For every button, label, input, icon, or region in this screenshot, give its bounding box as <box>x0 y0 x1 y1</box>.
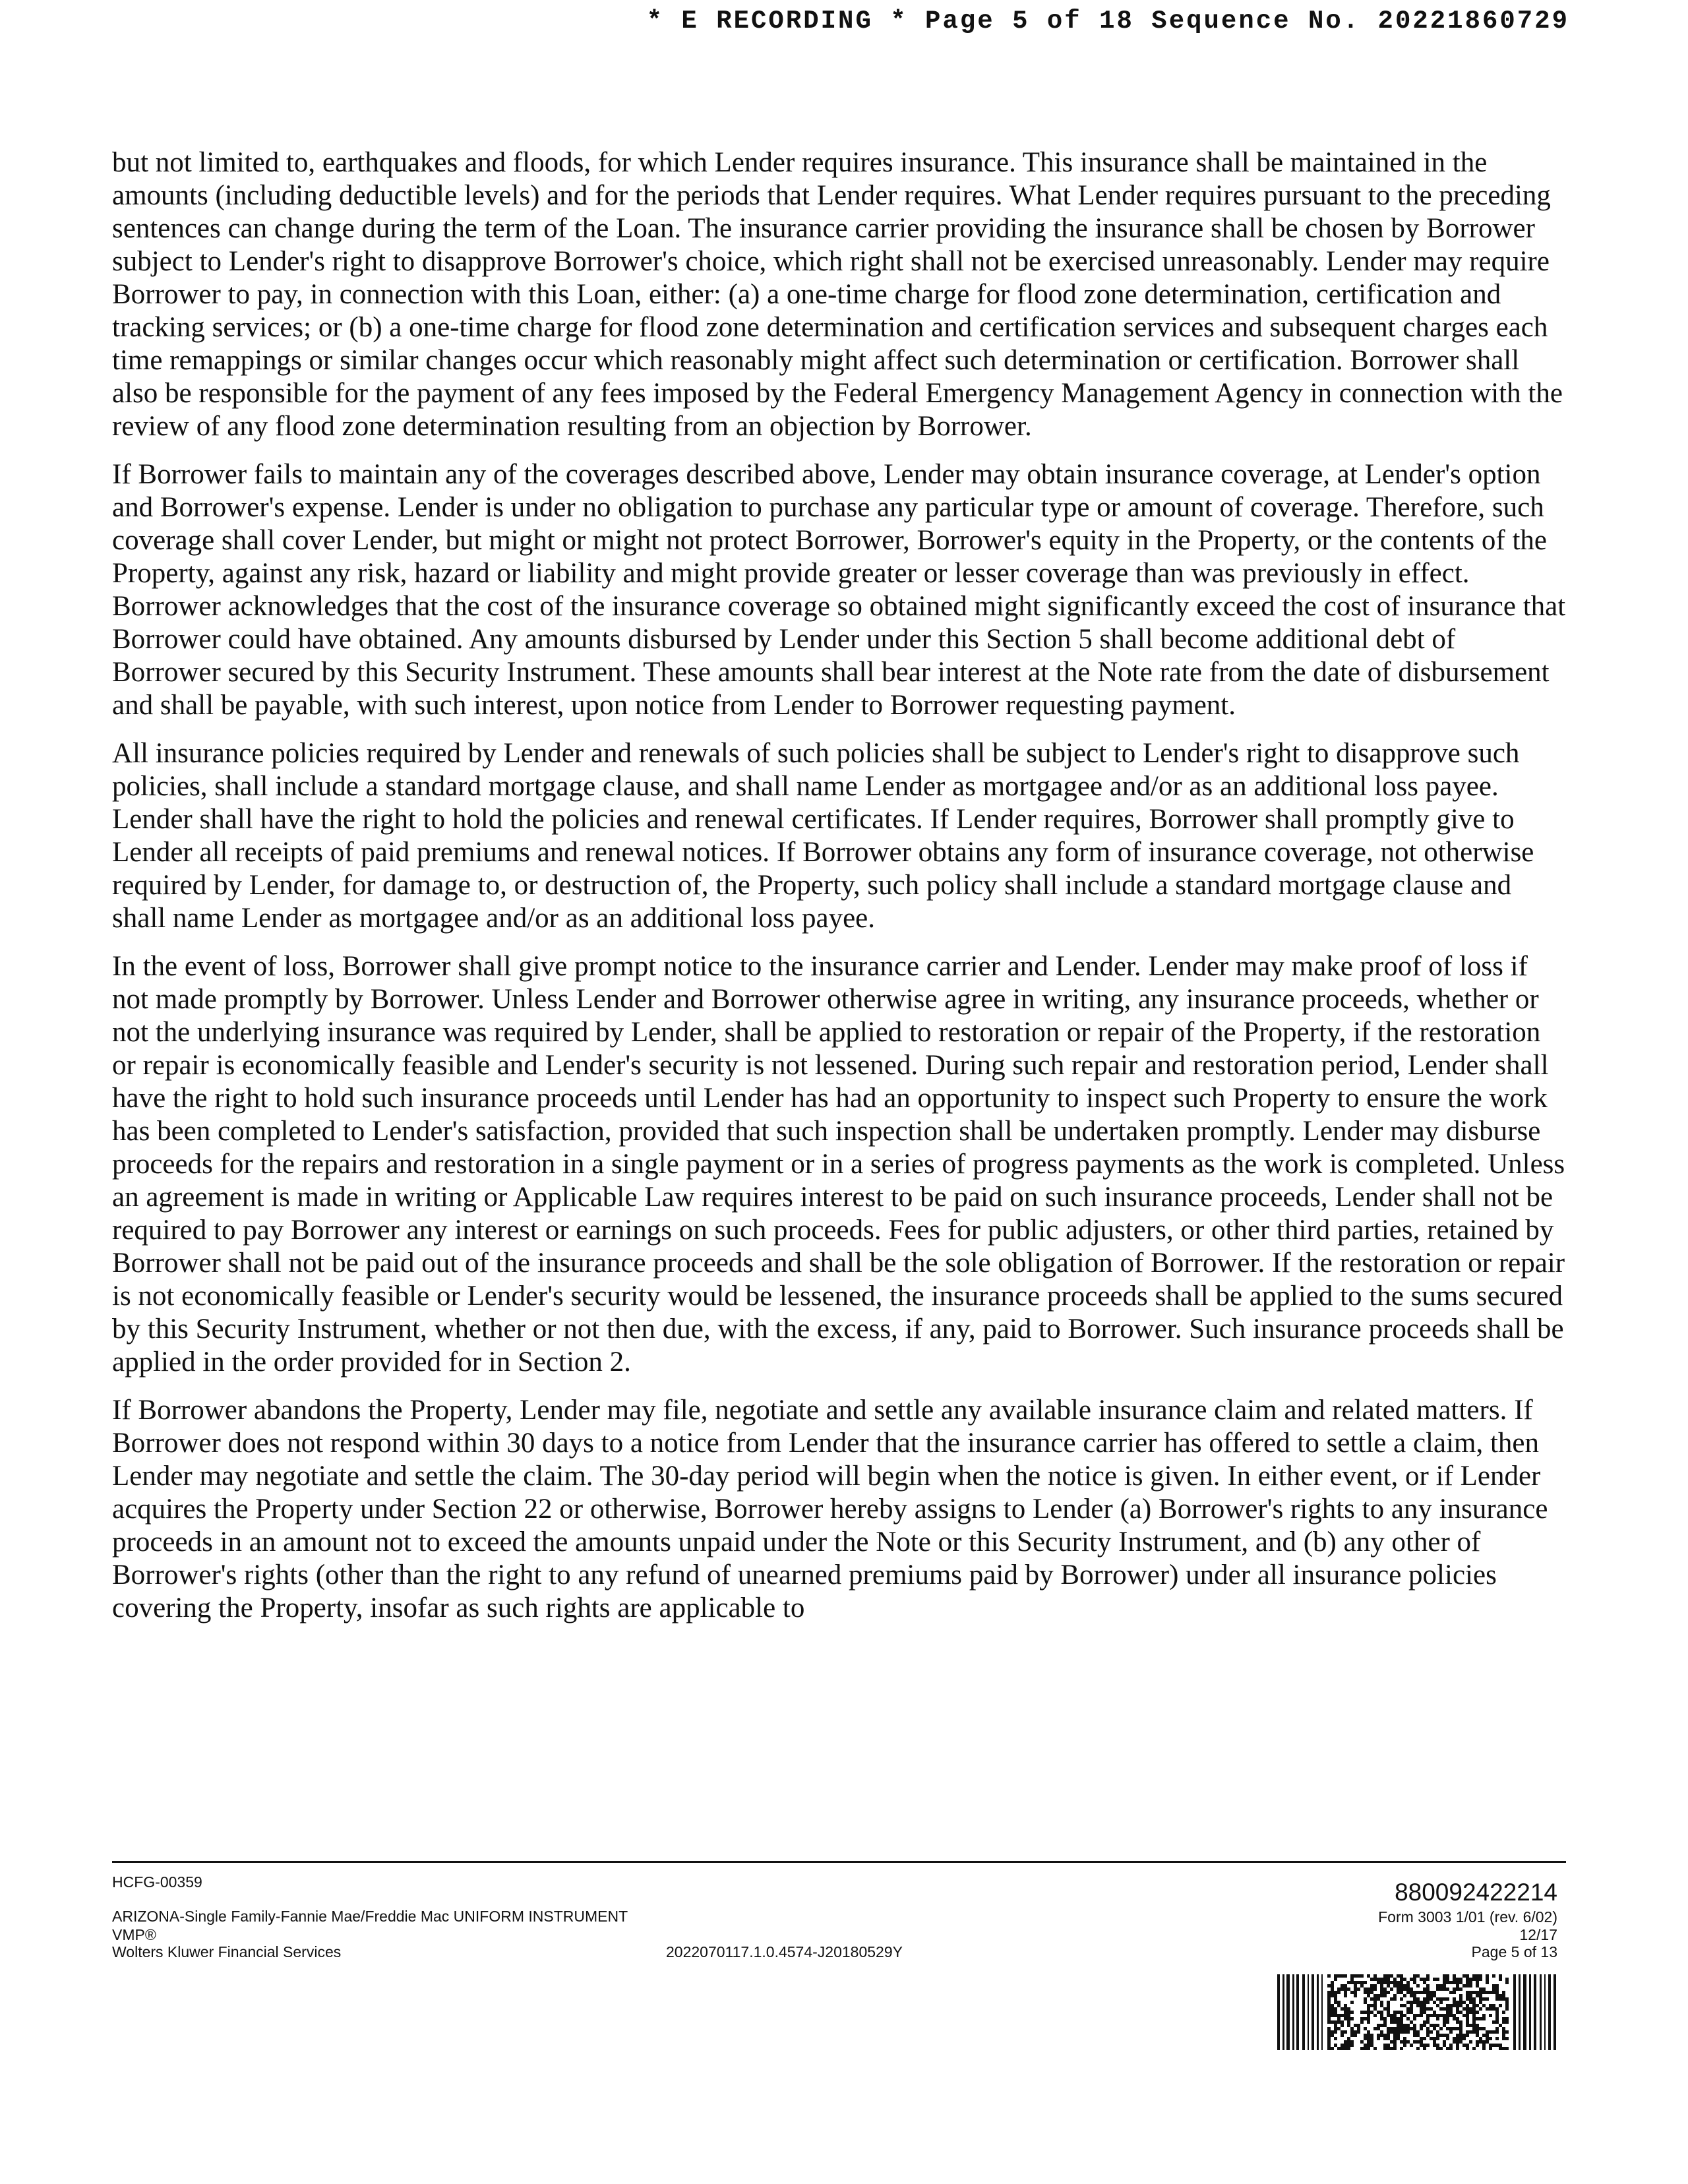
paragraph-event-of-loss: In the event of loss, Borrower shall give prompt notice to the insurance carrier and Lender. Lender may make proof of loss if not made promptly by Borrower. Unless Lender and Borrower otherwise agree in writing, any insurance proceeds, whether or not the underlying insurance was required by Lender, shall be applied to restoration or repair of the Property, if the restoration or repair is economically feasible and Lender's security is not lessened. During such repair and restoration period, Lender shall have the right to hold such insurance proceeds until Lender has had an opportunity to inspect such Property to ensure the work has been completed to Lender's satisfaction, provided that such inspection shall be undertaken promptly. Lender may disburse proceeds for the repairs and restoration in a single payment or in a series of progress payments as the work is completed. Unless an agreement is made in writing or Applicable Law requires interest to be paid on such insurance proceeds, Lender shall not be required to pay Borrower any interest or earnings on such proceeds. Fees for public adjusters, or other third parties, retained by Borrower shall not be paid out of the insurance proceeds and shall be the sole obligation of Borrower. If the restoration or repair is not economically feasible or Lender's security would be lessened, the insurance proceeds shall be applied to the sums secured by this Security Instrument, whether or not then due, with the excess, if any, paid to Borrower. Such insurance proceeds shall be applied in the order provided for in Section 2. <box>112 951 1565 1378</box>
form-id: HCFG-00359 <box>112 1873 202 1891</box>
form-number: Form 3003 1/01 (rev. 6/02) <box>1378 1908 1557 1926</box>
instrument-title: ARIZONA-Single Family-Fannie Mae/Freddie Mac UNIFORM INSTRUMENT <box>112 1908 628 1925</box>
form-revision: 12/17 <box>1519 1926 1557 1943</box>
paragraph-mortgage-clause: All insurance policies required by Lender and renewals of such policies shall be subject to Lender's right to disapprove such policies, shall include a standard mortgage clause, and shall name Lender as mortgagee and/or as an additional loss payee. Lender shall have the right to hold the policies and renewal certificates. If Lender requires, Borrower shall promptly give to Lender all receipts of paid premiums and renewal notices. If Borrower obtains any form of insurance coverage, not otherwise required by Lender, for damage to, or destruction of, the Property, such policy shall include a standard mortgage clause and shall name Lender as mortgagee and/or as an additional loss payee. <box>112 738 1534 934</box>
page-number: Page 5 of 13 <box>1471 1943 1557 1960</box>
vmp-mark: VMP® <box>112 1926 156 1943</box>
document-body <box>112 146 1569 1640</box>
publisher-name: Wolters Kluwer Financial Services <box>112 1943 342 1960</box>
paragraph-forced-coverage: If Borrower fails to maintain any of the coverages described above, Lender may obtain insurance coverage, at Lender's option and Borrower's expense. Lender is under no obligation to purchase any particular type or amount of coverage. Therefore, such coverage shall cover Lender, but might or might not protect Borrower, Borrower's equity in the Property, or the contents of the Property, against any risk, hazard or liability and might provide greater or lesser coverage than was previously in effect. Borrower acknowledges that the cost of the insurance coverage so obtained might significantly exceed the cost of insurance that Borrower could have obtained. Any amounts disbursed by Lender under this Section 5 shall become additional debt of Borrower secured by this Security Instrument. These amounts shall bear interest at the Note rate from the date of disbursement and shall be payable, with such interest, upon notice from Lender to Borrower requesting payment. <box>112 459 1566 721</box>
document-code: 2022070117.1.0.4574-J20180529Y <box>666 1943 903 1960</box>
recording-header: * E RECORDING * Page 5 of 18 Sequence No. 20221860729 <box>646 7 1569 36</box>
loan-number: 880092422214 <box>1395 1879 1557 1906</box>
barcode-image <box>1277 1974 1556 2050</box>
paragraph-abandonment: If Borrower abandons the Property, Lender may file, negotiate and settle any available insurance claim and related matters. If Borrower does not respond within 30 days to a notice from Lender that the insurance carrier has offered to settle a claim, then Lender may negotiate and settle the claim. The 30-day period will begin when the notice is given. In either event, or if Lender acquires the Property under Section 22 or otherwise, Borrower hereby assigns to Lender (a) Borrower's rights to any insurance proceeds in an amount not to exceed the amounts unpaid under the Note or this Security Instrument, and (b) any other of Borrower's rights (other than the right to any refund of unearned premiums paid by Borrower) under all insurance policies covering the Property, insofar as such rights are applicable to <box>112 1395 1548 1623</box>
paragraph-insurance-requirements: but not limited to, earthquakes and floods, for which Lender requires insurance. This insurance shall be maintained in the amounts (including deductible levels) and for the periods that Lender requires. What Lender requires pursuant to the preceding sentences can change during the term of the Loan. The insurance carrier providing the insurance shall be chosen by Borrower subject to Lender's right to disapprove Borrower's choice, which right shall not be exercised unreasonably. Lender may require Borrower to pay, in connection with this Loan, either: (a) a one-time charge for flood zone determination, certification and tracking services; or (b) a one-time charge for flood zone determination and certification services and subsequent charges each time remappings or similar changes occur which reasonably might affect such determination or certification. Borrower shall also be responsible for the payment of any fees imposed by the Federal Emergency Management Agency in connection with the review of any flood zone determination resulting from an objection by Borrower. <box>112 147 1563 442</box>
footer-divider <box>112 1861 1566 1863</box>
